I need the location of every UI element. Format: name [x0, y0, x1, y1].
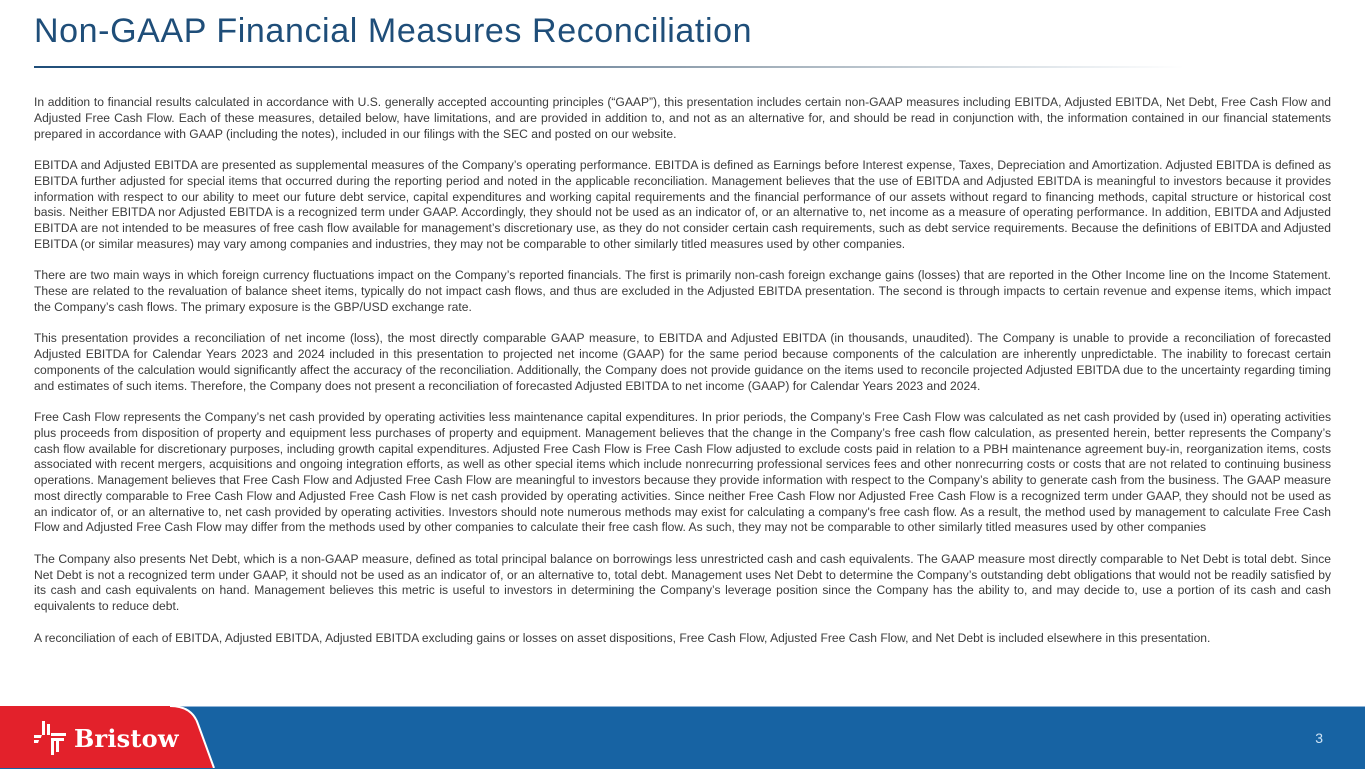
paragraph-net-debt: The Company also presents Net Debt, which is a non-GAAP measure, defined as total principal balance on borrowings less unrestricted cash and cash equivalents. The GAAP measure most directly comparable to Net Debt is total debt. Since Net Debt is not a recognized term under GAAP, it should not be used as an indicator of, or an alternative to, total debt. Management uses Net Debt to determine the Company’s outstanding debt obligations that would not be readily satisfied by its cash and cash equivalents on hand. Management believes this metric is useful to investors in determining the Company’s leverage position since the Company has the ability to, and may decide to, use a portion of its cash and cash equivalents to reduce debt.: [34, 551, 1331, 613]
bristow-mark-icon: [34, 721, 66, 755]
paragraph-intro: In addition to financial results calculated in accordance with U.S. generally accepted accounting principles (“GAAP”), this presentation includes certain non-GAAP measures including EBITDA, Adjusted EBITDA, Net Debt, Free Cash Flow and Adjusted Free Cash Flow. Each of these measures, detailed below, have limitations, and are provided in addition to, and not as an alternative for, and should be read in conjunction with, the information contained in our financial statements prepared in accordance with GAAP (including the notes), included in our filings with the SEC and posted on our website.: [34, 95, 1331, 141]
page-title: Non-GAAP Financial Measures Reconciliation: [34, 12, 753, 50]
bristow-logo: [34, 718, 179, 758]
title-divider: [34, 66, 1184, 68]
page-number: 3: [1315, 730, 1323, 746]
paragraph-free-cash-flow: Free Cash Flow represents the Company’s net cash provided by operating activities less maintenance capital expenditures. In prior periods, the Company’s Free Cash Flow was calculated as net cash provided by (used in) operating activities plus proceeds from disposition of property and equipment less purchases of property and equipment. Management believes that the change in the Company’s free cash flow calculation, as presented herein, better represents the Company’s cash flow available for discretionary purposes, including growth capital expenditures. Adjusted Free Cash Flow is Free Cash Flow adjusted to exclude costs paid in relation to a PBH maintenance agreement buy-in, reorganization items, costs associated with recent mergers, acquisitions and ongoing integration efforts, as well as other special items which include nonrecurring professional services fees and other nonrecurring costs or costs that are not related to continuing business operations. Management believes that Free Cash Flow and Adjusted Free Cash Flow are meaningful to investors because they provide information with respect to the Company’s ability to generate cash from the business. The GAAP measure most directly comparable to Free Cash Flow and Adjusted Free Cash Flow is net cash provided by operating activities. Since neither Free Cash Flow nor Adjusted Free Cash Flow is a recognized term under GAAP, they should not be used as an indicator of, or an alternative to, net cash provided by operating activities. Investors should note numerous methods may exist for calculating a company's free cash flow. As a result, the method used by management to calculate Free Cash Flow and Adjusted Free Cash Flow may differ from the methods used by other companies to calculate their free cash flow. As such, they may not be comparable to other similarly titled measures used by other companies: [34, 410, 1331, 535]
logo-wordmark: Bristow: [74, 723, 179, 753]
body-text: [34, 95, 1331, 662]
paragraph-reconciliation: This presentation provides a reconciliation of net income (loss), the most directly comparable GAAP measure, to EBITDA and Adjusted EBITDA (in thousands, unaudited). The Company is unable to provide a reconciliation of forecasted Adjusted EBITDA for Calendar Years 2023 and 2024 included in this presentation to projected net income (GAAP) for the same period because components of the calculation are inherently unpredictable. The inability to forecast certain components of the calculation would significantly affect the accuracy of the reconciliation. Additionally, the Company does not provide guidance on the items used to reconcile projected Adjusted EBITDA due to the uncertainty regarding timing and estimates of such items. Therefore, the Company does not present a reconciliation of forecasted Adjusted EBITDA to net income (GAAP) for Calendar Years 2023 and 2024.: [34, 331, 1331, 393]
paragraph-closing: A reconciliation of each of EBITDA, Adjusted EBITDA, Adjusted EBITDA excluding gains or losses on asset dispositions, Free Cash Flow, Adjusted Free Cash Flow, and Net Debt is included elsewhere in this presentation.: [34, 630, 1211, 645]
paragraph-ebitda: EBITDA and Adjusted EBITDA are presented as supplemental measures of the Company’s operating performance. EBITDA is defined as Earnings before Interest expense, Taxes, Depreciation and Amortization. Adjusted EBITDA is defined as EBITDA further adjusted for special items that occurred during the reporting period and noted in the applicable reconciliation. Management believes that the use of EBITDA and Adjusted EBITDA is meaningful to investors because it provides information with respect to our ability to meet our future debt service, capital expenditures and working capital requirements and the financial performance of our assets without regard to financing methods, capital structure or historical cost basis. Neither EBITDA nor Adjusted EBITDA is a recognized term under GAAP. Accordingly, they should not be used as an indicator of, or an alternative to, net income as a measure of operating performance. In addition, EBITDA and Adjusted EBITDA are not intended to be measures of free cash flow available for management’s discretionary use, as they do not consider certain cash requirements, such as debt service requirements. Because the definitions of EBITDA and Adjusted EBITDA (or similar measures) may vary among companies and industries, they may not be comparable to other similarly titled measures used by other companies.: [34, 158, 1331, 251]
paragraph-foreign-currency: There are two main ways in which foreign currency fluctuations impact on the Company’s reported financials. The first is primarily non-cash foreign exchange gains (losses) that are reported in the Other Income line on the Income Statement. These are related to the revaluation of balance sheet items, typically do not impact cash flows, and thus are excluded in the Adjusted EBITDA presentation. The second is through impacts to certain revenue and expense items, which impact the Company’s cash flows. The primary exposure is the GBP/USD exchange rate.: [34, 268, 1331, 314]
